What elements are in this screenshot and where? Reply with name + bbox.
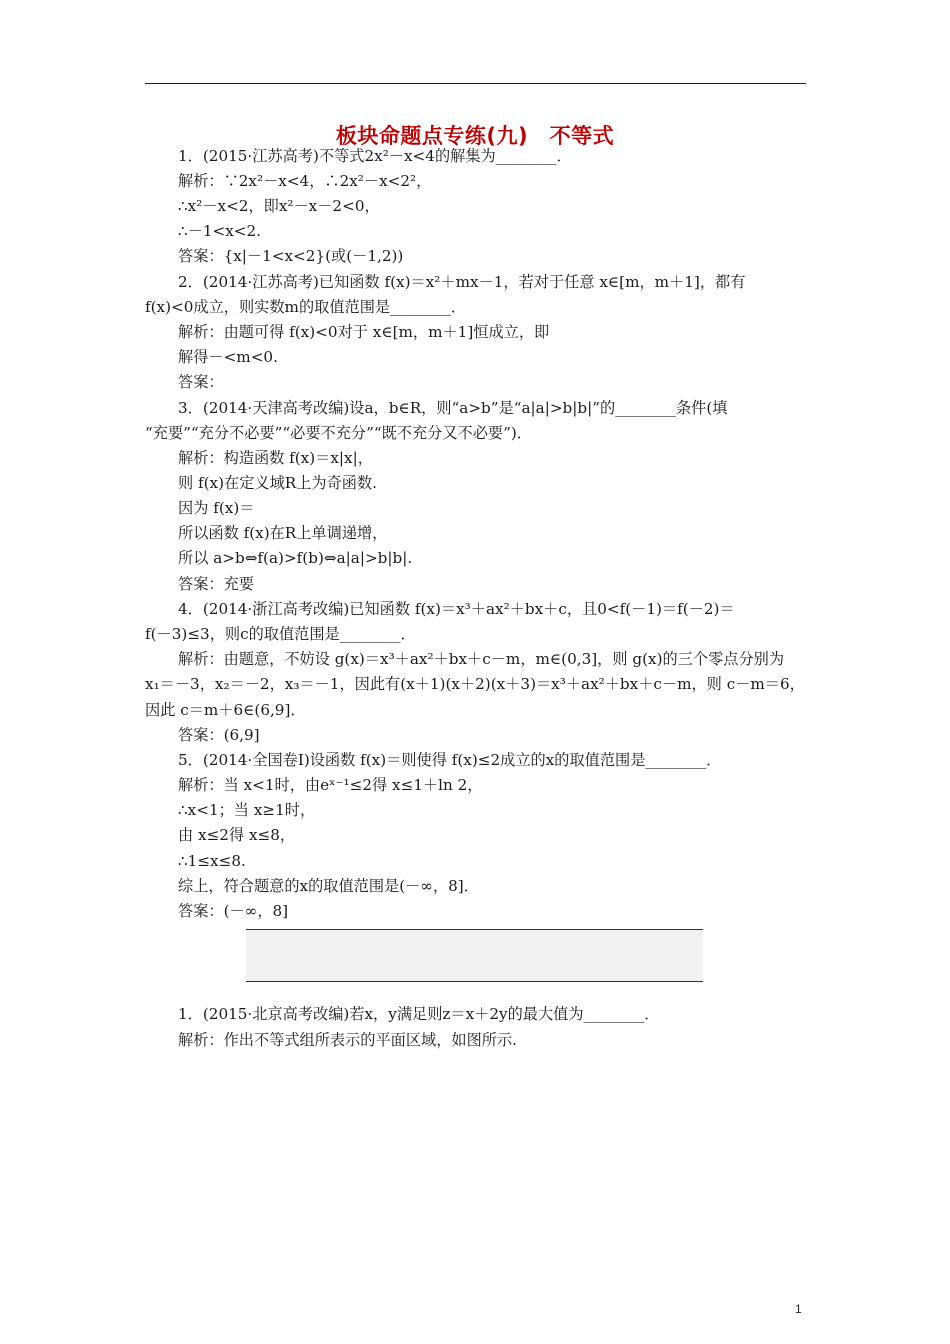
header-rule: [145, 83, 806, 84]
text-line: 由 x≤2得 x≤8，: [178, 826, 296, 844]
text-line: 答案：: [178, 373, 224, 391]
text-line: 综上，符合题意的x的取值范围是(－∞，8]．: [178, 877, 479, 895]
text-line: 5．(2014·全国卷Ⅰ)设函数 f(x)＝则使得 f(x)≤2成立的x的取值范围是________．: [178, 751, 722, 769]
text-line: f(x)<0成立，则实数m的取值范围是________．: [145, 298, 467, 316]
text-line: 则 f(x)在定义域R上为奇函数.: [178, 474, 378, 492]
text-line: x₁＝－3，x₂＝－2，x₃＝－1，因此有(x＋1)(x＋2)(x＋3)＝x³＋ax²＋bx＋c－m，则 c－m＝6，: [145, 675, 805, 693]
section-divider-box: [246, 929, 703, 982]
text-line: 答案：(6,9]: [178, 726, 260, 744]
text-line: 2．(2014·江苏高考)已知函数 f(x)＝x²＋mx－1，若对于任意 x∈[m，m＋1]，都有: [178, 273, 746, 291]
text-line: 因为 f(x)＝: [178, 499, 255, 517]
text-line: ∴－1<x<2.: [178, 222, 262, 240]
text-line: 解得－<m<0.: [178, 348, 278, 366]
text-line: 解析：由题可得 f(x)<0对于 x∈[m，m＋1]恒成立，即: [178, 323, 550, 341]
text-line: f(－3)≤3，则c的取值范围是________．: [145, 625, 416, 643]
text-line: 所以 a>b⇔f(a)>f(b)⇔a|a|>b|b|.: [178, 549, 413, 567]
text-line: 4．(2014·浙江高考改编)已知函数 f(x)＝x³＋ax²＋bx＋c，且0<f(－1)＝f(－2)＝: [178, 600, 735, 618]
text-line: ∴x²－x<2，即x²－x－2<0，: [178, 197, 380, 215]
text-line: “充要”“充分不必要”“必要不充分”“既不充分又不必要”)．: [145, 424, 532, 442]
text-line: 解析：作出不等式组所表示的平面区域，如图所示.: [178, 1031, 517, 1049]
text-line: 答案：{x|－1<x<2}(或(－1,2)): [178, 247, 404, 265]
text-line: ∴1≤x≤8.: [178, 852, 246, 870]
page-title: 板块命题点专练(九) 不等式: [335, 124, 615, 148]
text-line: 所以函数 f(x)在R上单调递增，: [178, 524, 388, 542]
text-line: 解析：∵2x²－x<4，∴2x²－x<2²，: [178, 172, 432, 190]
text-line: 1．(2015·江苏高考)不等式2x²－x<4的解集为________．: [178, 147, 572, 165]
page-number: 1: [795, 1302, 802, 1316]
text-line: 答案：(－∞，8]: [178, 902, 289, 920]
text-line: 解析：构造函数 f(x)＝x|x|，: [178, 449, 373, 467]
text-line: 3．(2014·天津高考改编)设a，b∈R，则“a>b”是“a|a|>b|b|”的________条件(填: [178, 399, 728, 417]
text-line: 1．(2015·北京高考改编)若x，y满足则z＝x＋2y的最大值为________．: [178, 1005, 660, 1023]
text-line: ∴x<1；当 x≥1时，: [178, 801, 316, 819]
text-line: 因此 c＝m＋6∈(6,9]．: [145, 701, 306, 719]
text-line: 解析：当 x<1时，由eˣ⁻¹≤2得 x≤1＋ln 2，: [178, 776, 483, 794]
text-line: 解析：由题意，不妨设 g(x)＝x³＋ax²＋bx＋c－m，m∈(0,3]，则 g(x)的三个零点分别为: [178, 650, 785, 668]
text-line: 答案：充要: [178, 575, 254, 593]
